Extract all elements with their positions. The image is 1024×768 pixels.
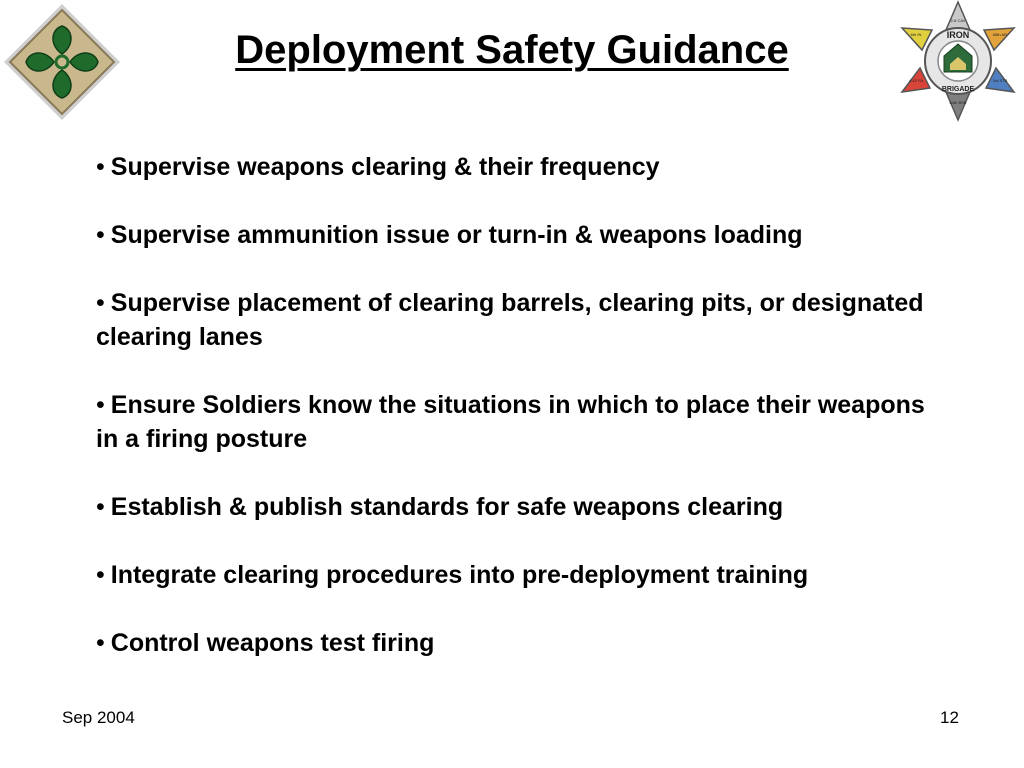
insignia-center-bottom: BRIGADE [941, 86, 975, 93]
insignia-point-5: 4-42 FA [908, 78, 924, 83]
bullet-marker: • [96, 153, 105, 181]
bullet-list [96, 150, 936, 694]
insignia-point-1: 2-8 CAV [950, 18, 966, 23]
ivy-leaf-division-patch-icon [0, 0, 124, 124]
bullet-text: Supervise ammunition issue or turn-in & weapons loading [110, 221, 803, 249]
bullet-marker: • [96, 493, 105, 521]
footer-page-number: 12 [940, 708, 959, 727]
bullet-text: Supervise placement of clearing barrels, clearing pits, or designated clearing lanes [96, 289, 924, 351]
bullet-text: Integrate clearing procedures into pre-deployment training [110, 561, 809, 589]
bullet-marker: • [96, 221, 105, 249]
bullet-text: Supervise weapons clearing & their frequency [110, 153, 660, 181]
bullet-text: Control weapons test firing [110, 629, 435, 657]
bullet-item [96, 150, 936, 184]
bullet-text: Establish & publish standards for safe weapons clearing [110, 493, 784, 521]
bullet-item [96, 218, 936, 252]
bullet-marker: • [96, 391, 105, 419]
bullet-item [96, 286, 936, 354]
insignia-center-top: IRON [946, 30, 970, 40]
insignia-point-6: 6th IN [910, 32, 922, 37]
bullet-marker: • [96, 289, 105, 317]
iron-brigade-insignia-icon [894, 0, 1022, 122]
bullet-item [96, 558, 936, 592]
bullet-item [96, 490, 936, 524]
insignia-point-3: 3rd STB [992, 78, 1008, 83]
bullet-item [96, 626, 936, 660]
insignia-point-4: 64th BSB [949, 100, 967, 105]
bullet-marker: • [96, 561, 105, 589]
insignia-point-2: 68th AR [992, 32, 1008, 37]
slide-title [150, 24, 874, 76]
bullet-item [96, 388, 936, 456]
bullet-text: Ensure Soldiers know the situations in which to place their weapons in a firing posture [96, 391, 925, 453]
bullet-marker: • [96, 629, 105, 657]
slide-title-text: Deployment Safety Guidance [235, 28, 789, 72]
footer-date: Sep 2004 [62, 708, 135, 727]
